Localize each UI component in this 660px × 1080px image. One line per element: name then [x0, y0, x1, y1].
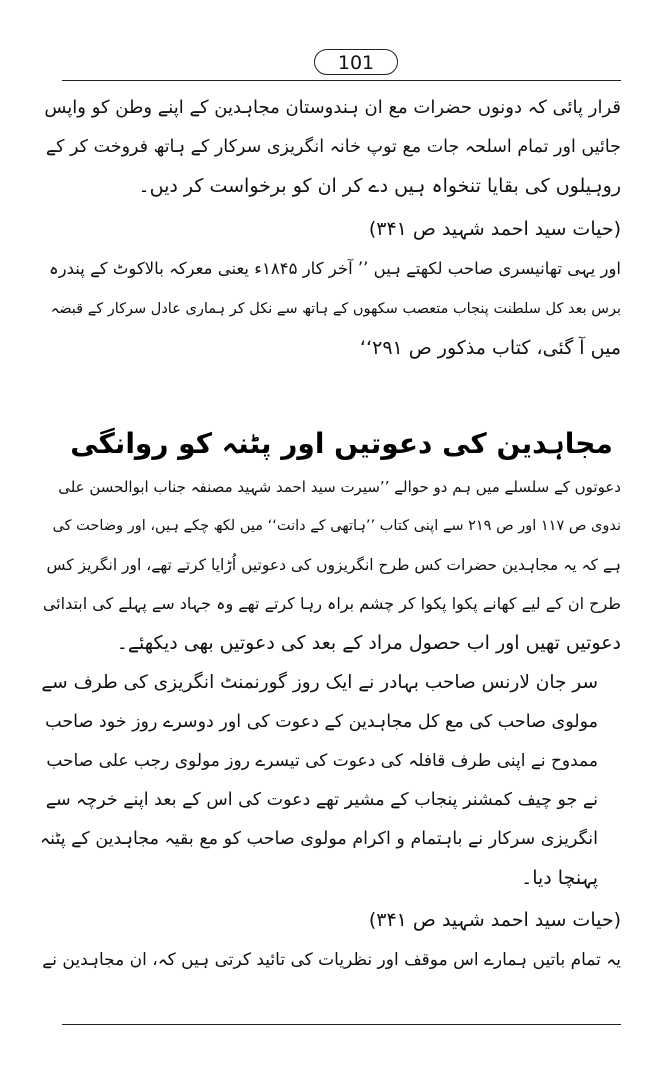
- para2-line-1: اور یہی تھانیسری صاحب لکھتے ہیں ’’ آخر کار ۱۸۴۵ء یعنی معرکہ بالاکوٹ کے پندرہ: [48, 259, 621, 278]
- quote-line-1: سر جان لارنس صاحب بہادر نے ایک روز گورنمنٹ انگریزی کی طرف سے: [41, 672, 598, 693]
- para3-line-5: دعوتیں تھیں اور اب حصول مراد کے بعد کی دعوتیں بھی دیکھئے۔: [116, 632, 621, 654]
- para1-line-1: قرار پائی کہ دونوں حضرات مع ان ہندوستان مجاہدین کے اپنے وطن کو واپس: [44, 97, 621, 118]
- para3-line-4: طرح ان کے لیے کھانے پکوا پکوا کر چشم براہ رہا کرتے تھے وہ جہاد سے پہلے کی ابتدائی: [42, 594, 621, 613]
- para2-line-3: میں آ گئی، کتاب مذکور ص ۲۹۱‘‘: [360, 337, 621, 359]
- top-rule: [62, 80, 621, 81]
- para2-line-2: برس بعد کل سلطنت پنجاب متعصب سکھوں کے ہاتھ سے نکل کر ہماری عادل سرکار کے قبضہ: [50, 301, 621, 317]
- quote-line-2: مولوی صاحب کی مع کل مجاہدین کے دعوت کی اور دوسرے روز خود صاحب: [45, 712, 598, 732]
- para1-line-3: روہیلوں کی بقایا تنخواہ ہیں دے کر ان کو برخواست کر دیں۔: [138, 175, 621, 197]
- bottom-rule: [62, 1024, 621, 1025]
- citation-2: (حیات سید احمد شہید ص ۳۴۱): [368, 909, 621, 931]
- quote-line-6: پہنچا دیا۔: [521, 867, 598, 889]
- para1-line-2: جائیں اور تمام اسلحہ جات مع توپ خانہ انگریزی سرکار کے ہاتھ فروخت کر کے: [45, 137, 621, 157]
- quote-line-5: انگریزی سرکار نے باہتمام و اکرام مولوی صاحب کو مع بقیہ مجاہدین کے پٹنہ: [39, 829, 598, 849]
- para3-line-1: دعوتوں کے سلسلے میں ہم دو حوالے ’’سیرت سید احمد شہید مصنفہ جناب ابوالحسن علی: [58, 478, 621, 496]
- para3-line-2: ندوی ص ۱۱۷ اور ص ۲۱۹ سے اپنی کتاب ’’ہاتھی کے دانت‘‘ میں لکھ چکے ہیں، اور وضاحت کی: [52, 518, 621, 534]
- para3-line-3: ہے کہ یہ مجاہدین حضرات کس طرح انگریزوں کی دعوتیں اُڑایا کرتے تھے، اور انگریز کس: [46, 556, 621, 574]
- quote-line-3: ممدوح نے اپنی طرف قافلہ کی دعوت کی تیسرے روز مولوی رجب علی صاحب: [46, 751, 598, 771]
- page-number: 101: [314, 49, 398, 75]
- para4-line-1: یہ تمام باتیں ہمارے اس موقف اور نظریات کی تائید کرتی ہیں کہ، ان مجاہدین نے: [42, 950, 621, 970]
- section-heading: مجاہدین کی دعوتیں اور پٹنہ کو روانگی: [70, 427, 613, 460]
- citation-1: (حیات سید احمد شہید ص ۳۴۱): [368, 218, 621, 240]
- quote-line-4: نے جو چیف کمشنر پنجاب کے مشیر تھے دعوت کی اس کے بعد اپنے خرچہ سے: [45, 790, 598, 810]
